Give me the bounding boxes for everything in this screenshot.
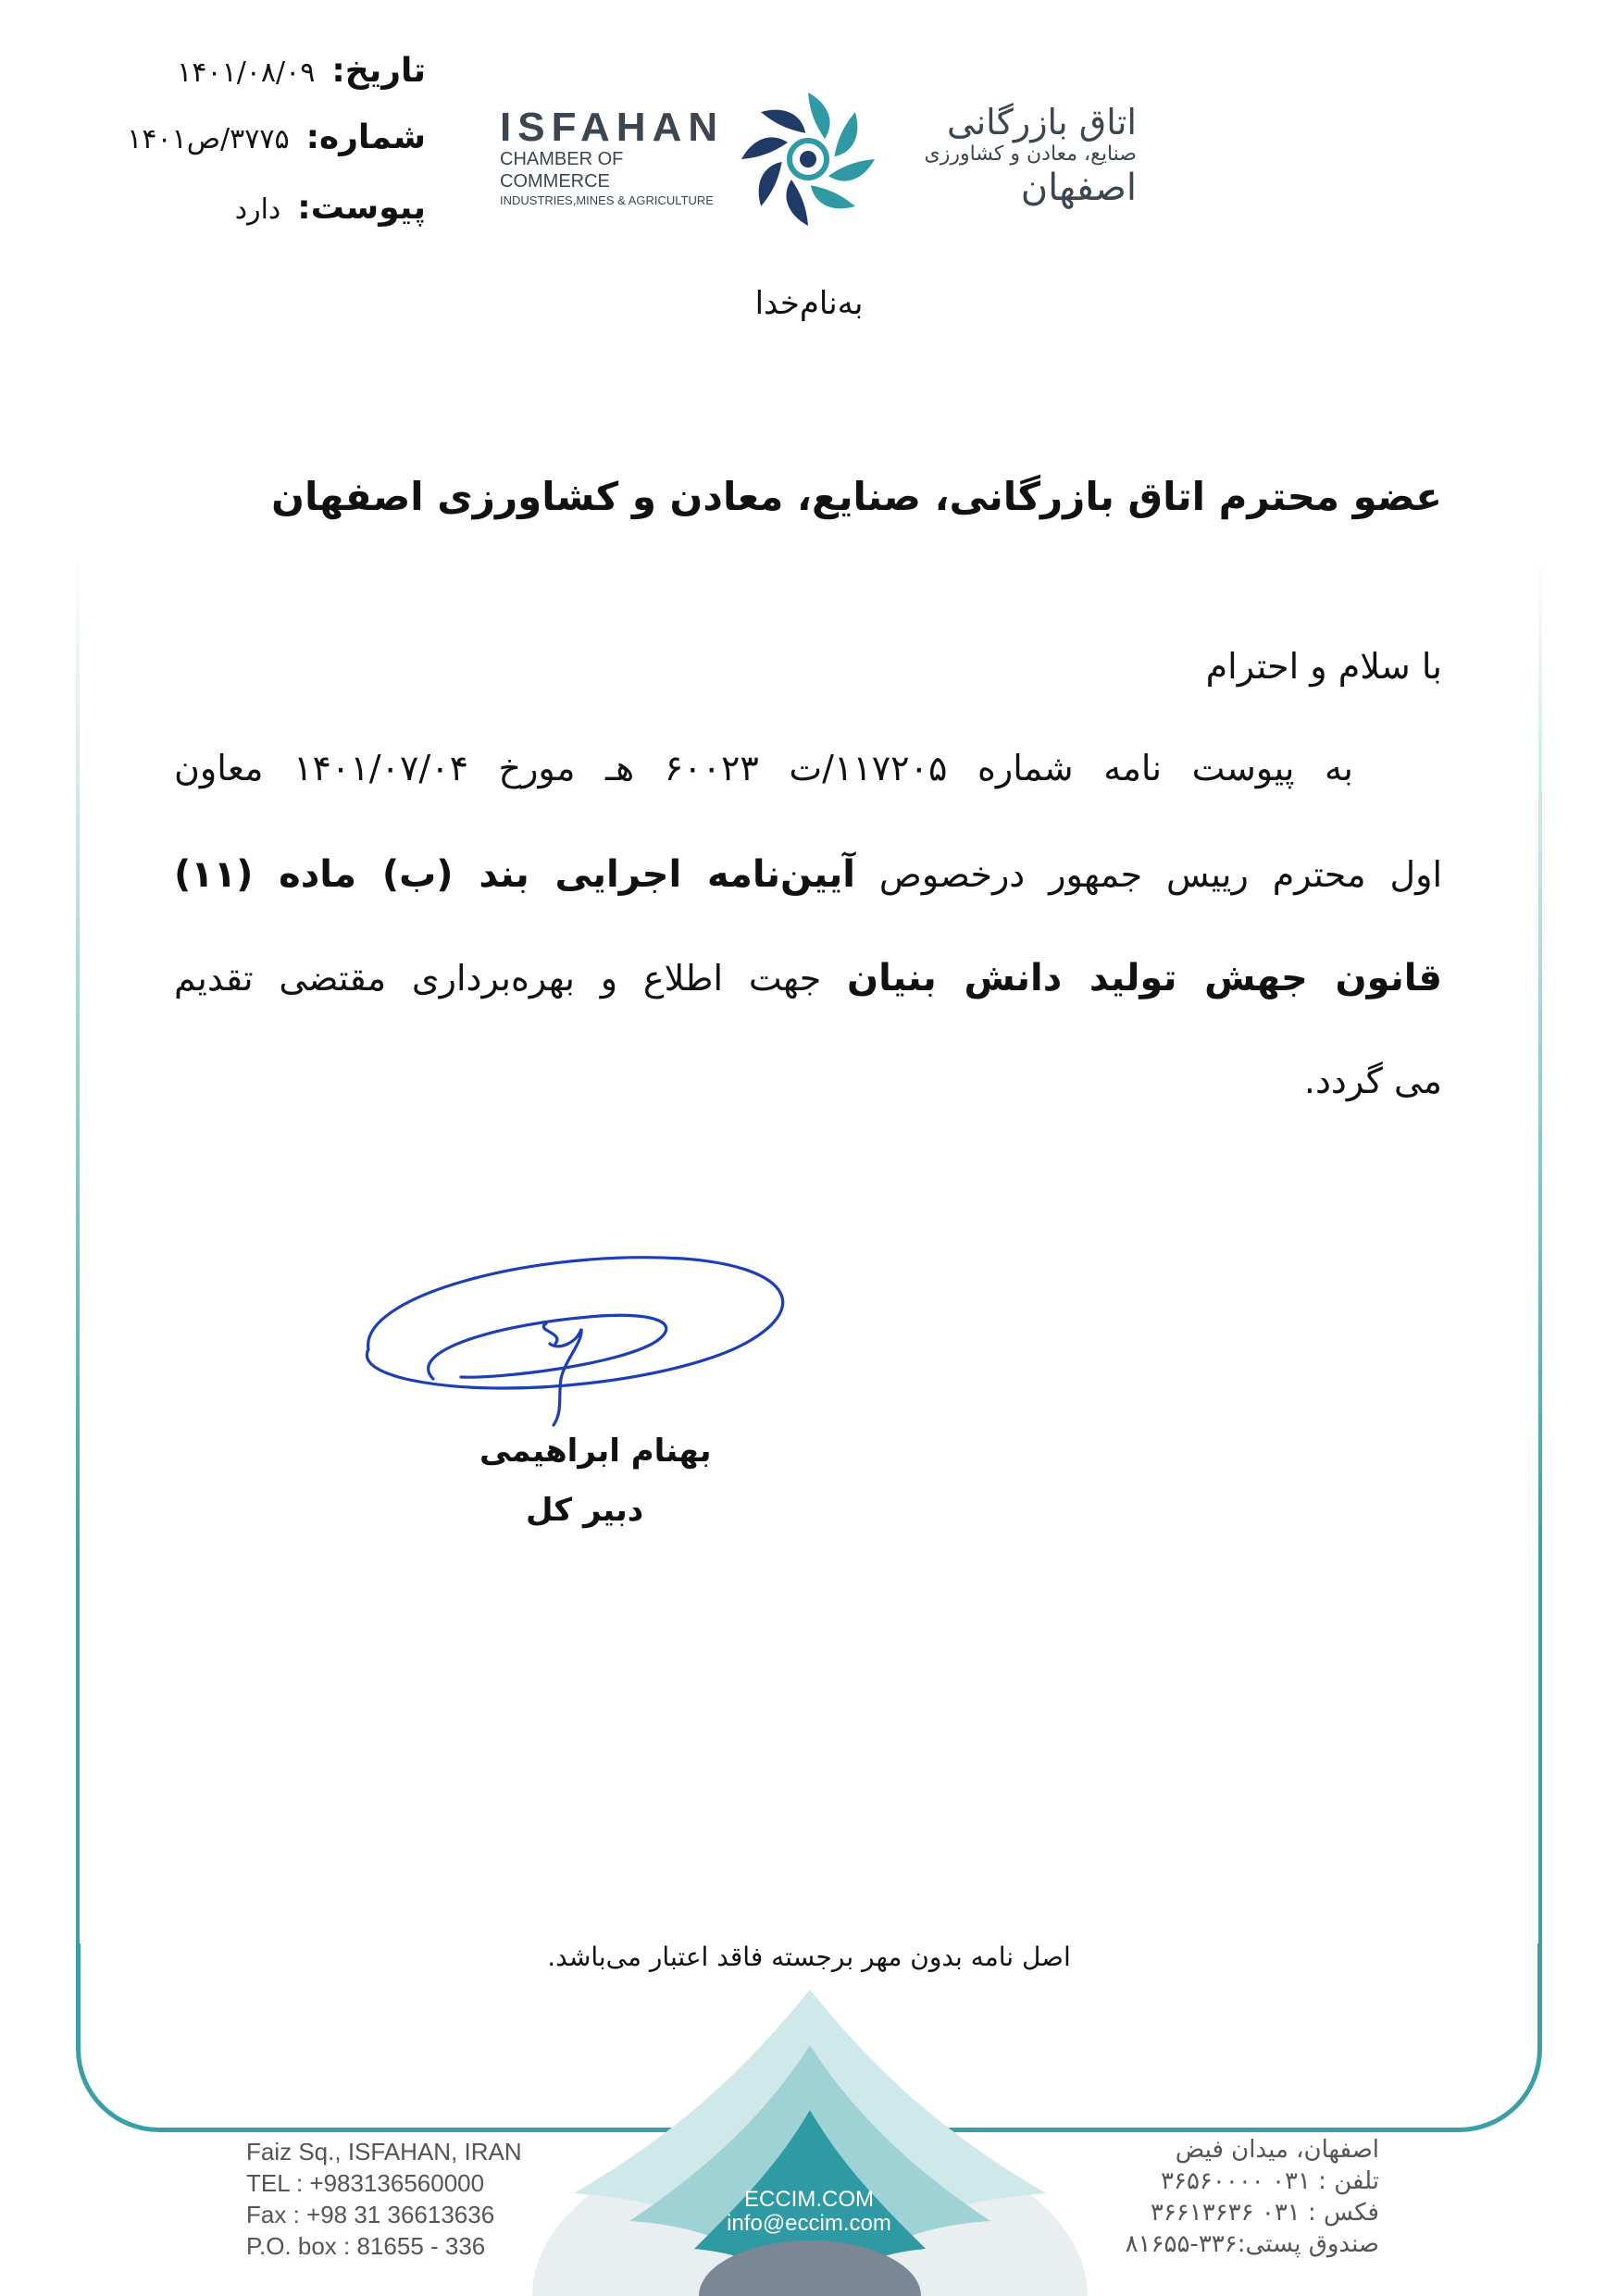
footer-email[interactable]: info@eccim.com [727, 2211, 891, 2236]
logo-fa-city: اصفهان [1020, 167, 1137, 209]
body-line-3-text: جهت اطلاع و بهره‌برداری مقتضی تقدیم [174, 958, 847, 999]
logo-fa-chamber: اتاق بازرگانی [946, 102, 1137, 143]
frame-right-edge [1538, 555, 1542, 1999]
body-line-1 [174, 748, 1442, 788]
body-line-3-bold: قانون جهش تولید دانش بنیان [846, 957, 1442, 999]
footer-persian [1126, 2134, 1379, 2260]
body-line-2 [174, 853, 1442, 896]
attachment-label: پیوست: [297, 189, 426, 227]
body-line-4 [174, 1061, 1442, 1101]
handwritten-signature-icon [350, 1240, 803, 1453]
attachment-value: دارد [234, 193, 281, 226]
validity-note: اصل نامه بدون مهر برجسته فاقد اعتبار می‌باشد. [547, 1942, 1071, 1972]
signatory-title: دبیر کل [526, 1492, 644, 1529]
body-line-3 [174, 957, 1442, 999]
number-row [127, 118, 426, 156]
number-label: شماره: [305, 118, 426, 156]
date-label: تاریخ: [331, 52, 426, 90]
logo-fa-sectors: صنایع، معادن و کشاورزی [924, 143, 1137, 166]
footer-website[interactable]: ECCIM.COM [744, 2187, 874, 2212]
recipient-heading: عضو محترم اتاق بازرگانی، صنایع، معادن و کشاورزی اصفهان [271, 474, 1442, 519]
body-line-2-bold: آیین‌نامه اجرایی بند (ب) ماده (۱۱) [174, 853, 856, 896]
logo-persian [887, 102, 1137, 209]
footer-en-tel: TEL : +983136560000 [246, 2169, 485, 2197]
number-value: ۳۷۷۵/ص۱۴۰۱ [127, 123, 290, 155]
logo-en-chamber: CHAMBER OF COMMERCE [500, 149, 624, 192]
logo-english [500, 107, 735, 209]
footer-ornament-icon [518, 1990, 1101, 2296]
date-row [177, 52, 426, 90]
frame-left-edge [76, 555, 80, 1999]
footer-fa-address: اصفهان، میدان فیض [1175, 2136, 1379, 2164]
body-line-4-text: می گردد. [1303, 1061, 1442, 1101]
logo-en-sectors: INDUSTRIES,MINES & AGRICULTURE [500, 193, 714, 207]
footer-fa-fax: فکس : ۰۳۱ ۳۶۶۱۳۶۳۶ [1150, 2199, 1379, 2227]
basmala: به‌نام‌خدا [754, 285, 864, 322]
footer-fa-tel: تلفن : ۰۳۱ ۳۶۵۶۰۰۰۰ [1161, 2167, 1379, 2195]
footer-en-pobox: P.O. box : 81655 - 336 [246, 2232, 486, 2260]
footer-fa-pobox: صندوق پستی:۳۳۶-۸۱۶۵۵ [1125, 2230, 1379, 2258]
signatory-name: بهنام ابراهیمی [479, 1433, 712, 1470]
logo-en-city: ISFAHAN [500, 105, 725, 150]
greeting: با سلام و احترام [1205, 646, 1442, 687]
body-line-2-text: اول محترم رییس جمهور درخصوص [855, 854, 1442, 895]
chamber-logo-icon [739, 85, 877, 233]
footer-en-address: Faiz Sq., ISFAHAN, IRAN [246, 2138, 522, 2166]
footer-en-fax: Fax : +98 31 36613636 [246, 2201, 495, 2228]
date-value: ۱۴۰۱/۰۸/۰۹ [177, 56, 316, 89]
attachment-row [235, 189, 426, 227]
body-line-1-text: به پیوست نامه شماره ۱۱۷۲۰۵/ت ۶۰۰۲۳ هـ مورخ ۱۴۰۱/۰۷/۰۴ معاون [174, 748, 1354, 788]
